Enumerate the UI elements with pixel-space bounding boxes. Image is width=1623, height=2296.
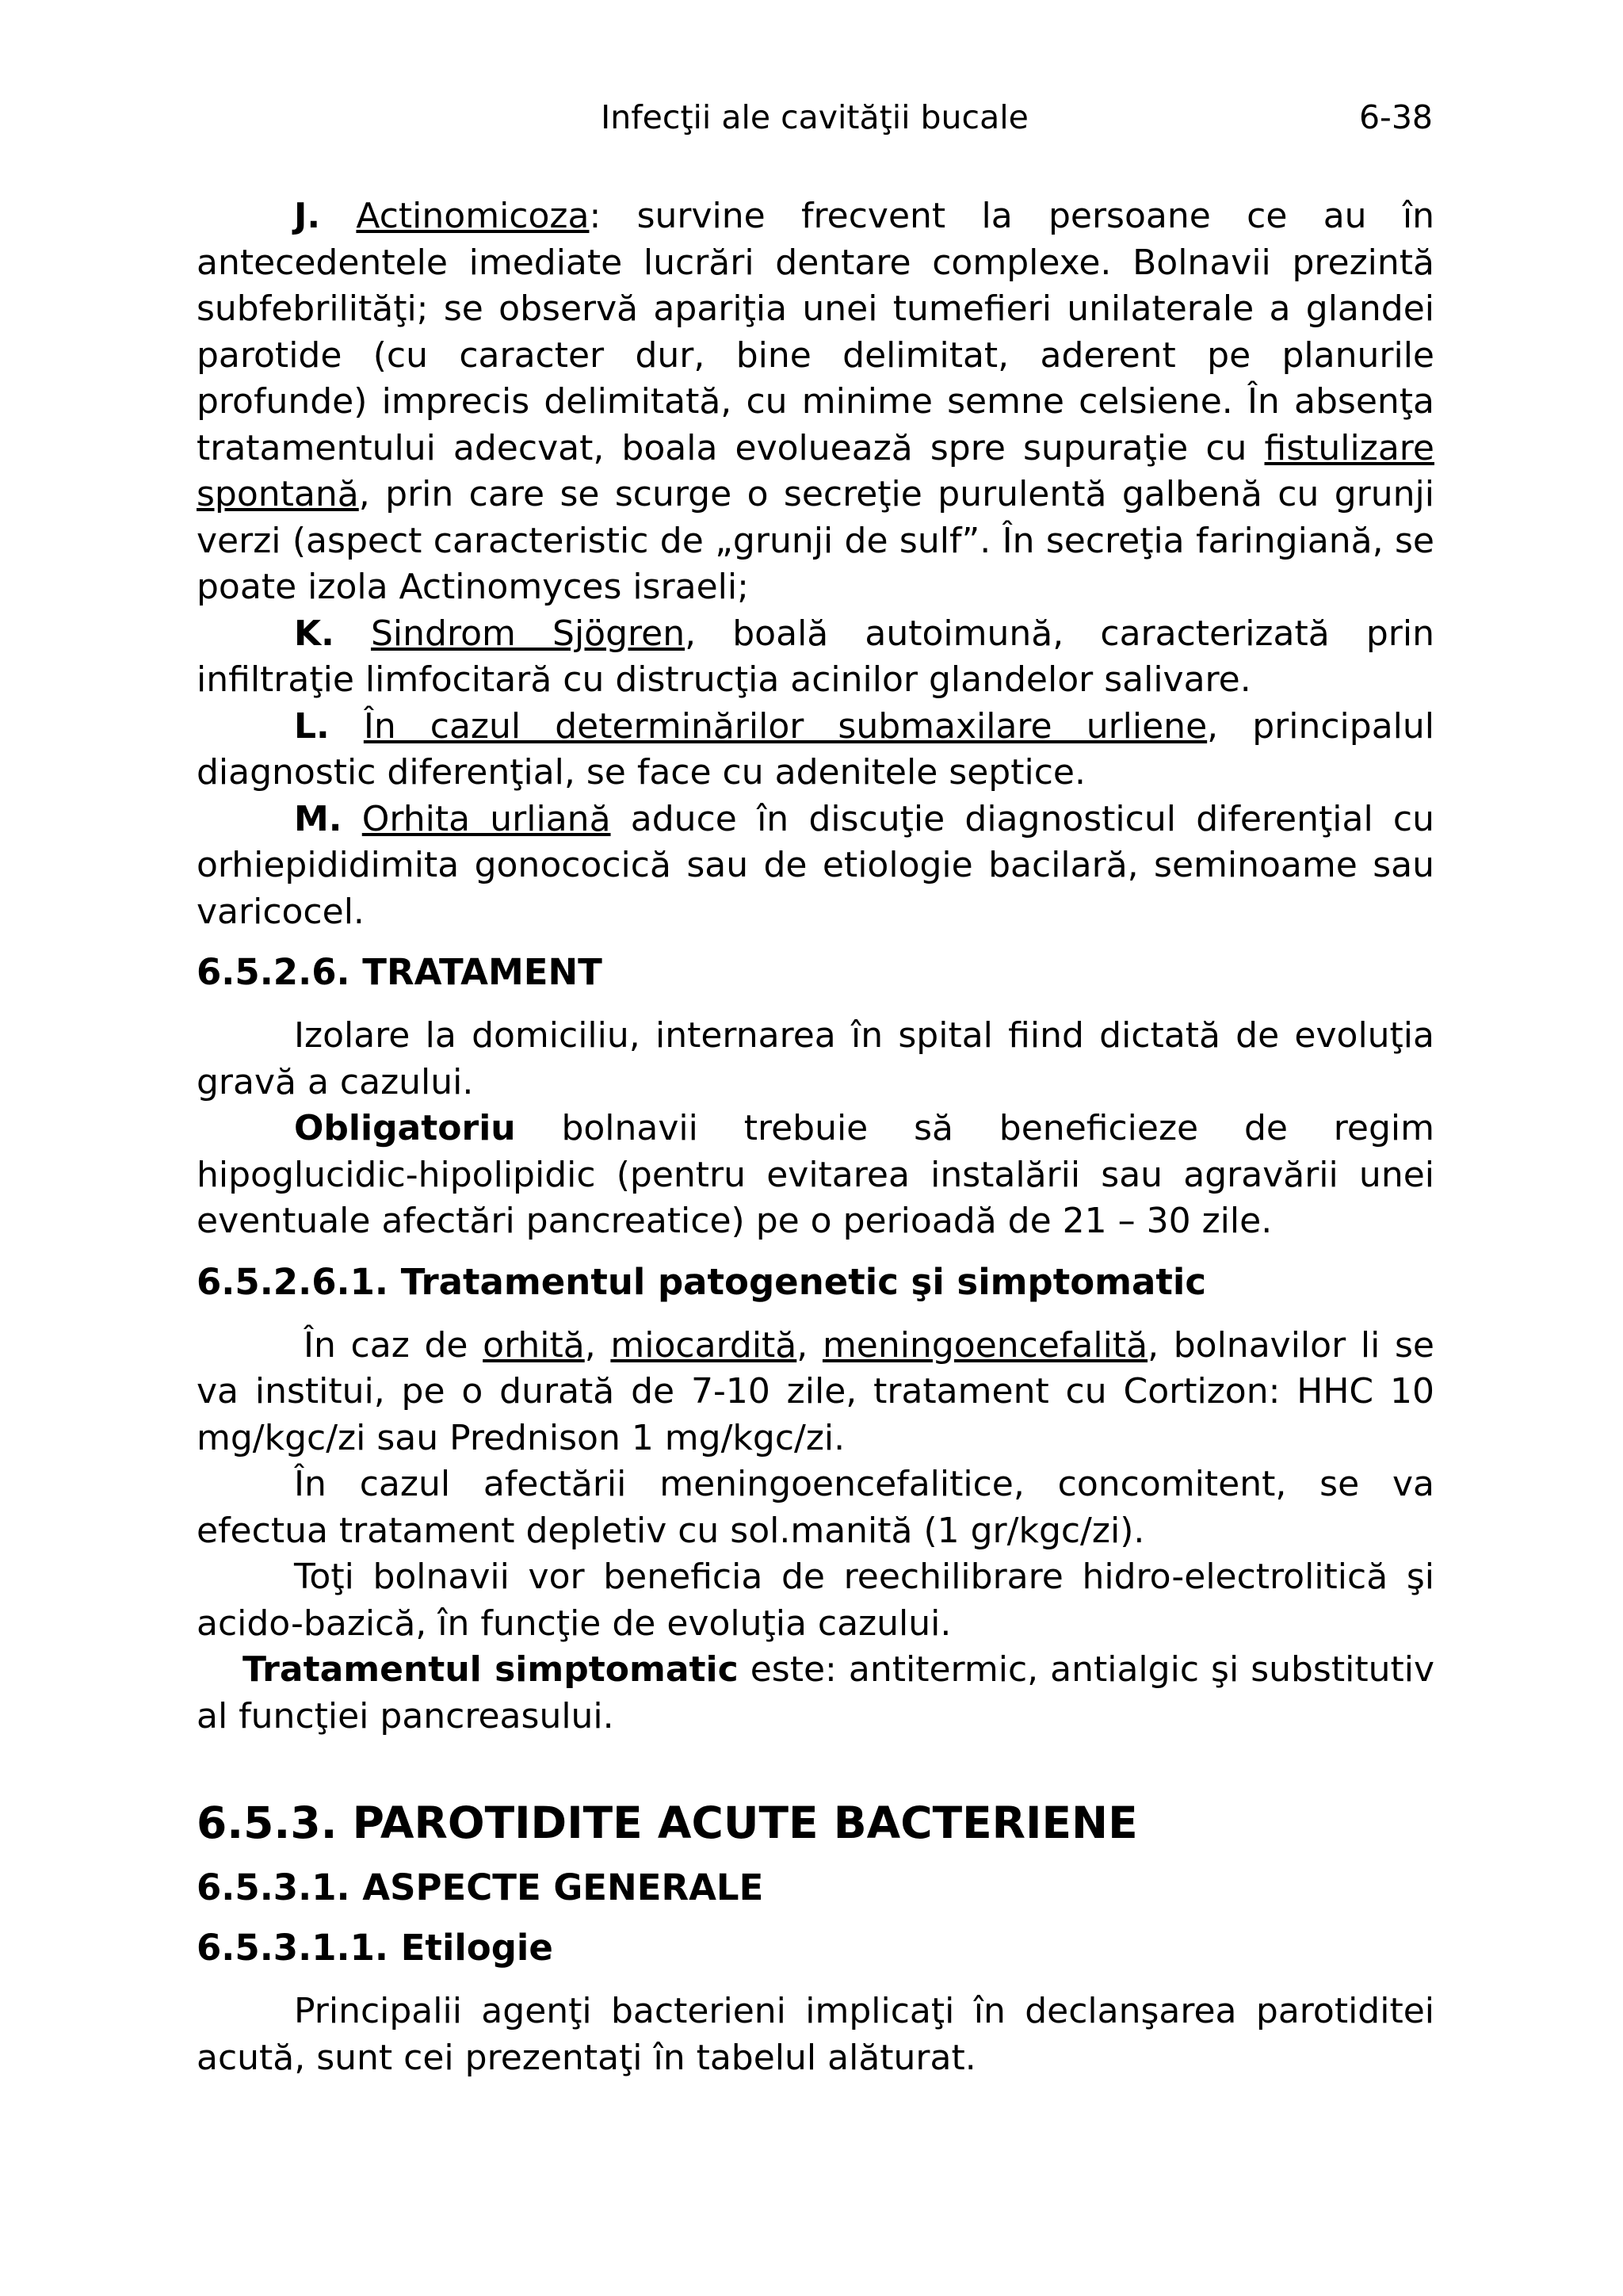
text-run: În caz de: [304, 1324, 483, 1366]
heading-tratament: 6.5.2.6. TRATAMENT: [197, 951, 602, 993]
heading-patogenetic: 6.5.2.6.1. Tratamentul patogenetic şi simptomatic: [197, 1260, 1207, 1303]
underlined-text: Actinomicoza: [356, 196, 590, 236]
bold-text: Obligatoriu: [294, 1108, 516, 1148]
running-header: [197, 94, 1433, 141]
paragraph-simptomatic: [197, 1647, 1434, 1740]
paragraph-principalii: [197, 1988, 1434, 2081]
bold-text: J.: [294, 196, 321, 236]
paragraph-izolare: [197, 1013, 1434, 1106]
underlined-text: Sindrom Sjögren: [370, 613, 685, 654]
paragraph-meningo: [197, 1461, 1434, 1554]
text-run: [342, 799, 362, 839]
header-title: Infecţii ale cavităţii bucale: [601, 98, 1029, 136]
text-run: ,: [584, 1324, 611, 1366]
underlined-text: meningoencefalită: [822, 1324, 1148, 1366]
bold-text: L.: [294, 705, 330, 747]
paragraph-m: [197, 797, 1434, 936]
page-content: [197, 193, 1434, 2081]
text-run: Toţi bolnavii vor beneficia de reechilibrare hidro-electrolitică şi acido-bazică, în funcţie de evoluţia cazului.: [197, 1557, 1434, 1644]
text-run: Izolare la domiciliu, internarea în spital fiind dictată de evoluţia gravă a cazului.: [197, 1015, 1434, 1102]
paragraph-l: [197, 704, 1434, 797]
underlined-text: miocardită: [610, 1324, 797, 1366]
page-number: 6-38: [1358, 98, 1433, 136]
heading-parotidite: 6.5.3. PAROTIDITE ACUTE BACTERIENE: [197, 1797, 1138, 1848]
heading-aspecte: 6.5.3.1. ASPECTE GENERALE: [197, 1866, 764, 1908]
underlined-text: Orhita urliană: [361, 798, 611, 839]
paragraph-k: [197, 611, 1434, 704]
text-run: [330, 706, 364, 747]
text-run: bolnavii trebuie să beneficieze de regim hipoglucidic-hipolipidic (pentru evitarea instalării sau agravării unei eventuale afectări pancreatice) pe o perioadă de 21 – 30 zile.: [197, 1108, 1434, 1241]
heading-etiologie: 6.5.3.1.1. Etilogie: [197, 1927, 553, 1969]
paragraph-obligatoriu: [197, 1106, 1434, 1245]
text-run: : survine frecvent la persoane ce au în antecedentele imediate lucrări dentare complexe. Bolnavii prezintă subfebrilităţi; se observă apariţia unei tumefieri unilaterale a glandei parotide (cu caracter dur, bine delimitat, aderent pe planurile profunde) imprecis delimitată, cu minime semne celsiene. În absenţa tratamentului adecvat, boala evoluează spre supuraţie cu: [197, 196, 1434, 468]
underlined-text: orhită: [483, 1324, 585, 1366]
text-run: este: antitermic, antialgic şi substitutiv al funcţiei pancreasului.: [197, 1649, 1434, 1736]
text-run: , principalul diagnostic diferenţial, se face cu adenitele septice.: [197, 705, 1434, 793]
text-run: Principalii agenţi bacterieni implicaţi în declanşarea parotiditei acută, sunt cei prezentaţi în tabelul alăturat.: [197, 1991, 1434, 2078]
bold-text: Tratamentul simptomatic: [242, 1649, 739, 1690]
bold-text: M.: [294, 798, 342, 839]
text-run: , boală autoimună, caracterizată prin infiltraţie limfocitară cu distrucţia acinilor glandelor salivare.: [197, 613, 1434, 700]
text-run: [320, 196, 356, 236]
text-run: aduce în discuţie diagnosticul diferenţial cu orhiepididimita gonococică sau de etiologie bacilară, seminoame sau varicocel.: [197, 798, 1434, 932]
paragraph-j: [197, 193, 1434, 611]
paragraph-toti: [197, 1554, 1434, 1647]
text-run: ,: [796, 1324, 823, 1366]
bold-text: K.: [294, 613, 334, 654]
text-run: [334, 613, 371, 654]
paragraph-orhita: [197, 1323, 1434, 1462]
text-run: În cazul afectării meningoencefalitice, concomitent, se va efectua tratament depletiv cu sol.manită (1 gr/kgc/zi).: [197, 1464, 1434, 1551]
underlined-text: fistulizare spontană: [197, 427, 1434, 514]
underlined-text: În cazul determinărilor submaxilare urliene: [363, 705, 1208, 747]
text-run: , prin care se scurge o secreţie purulentă galbenă cu grunji verzi (aspect caracteristic de „grunji de sulf”. În secreţia faringiană, se poate izola Actinomyces israeli;: [197, 474, 1434, 607]
text-run: , bolnavilor li se va institui, pe o durată de 7-10 zile, tratament cu Cortizon: HHC 10 mg/kgc/zi sau Prednison 1 mg/kgc/zi.: [197, 1324, 1434, 1458]
